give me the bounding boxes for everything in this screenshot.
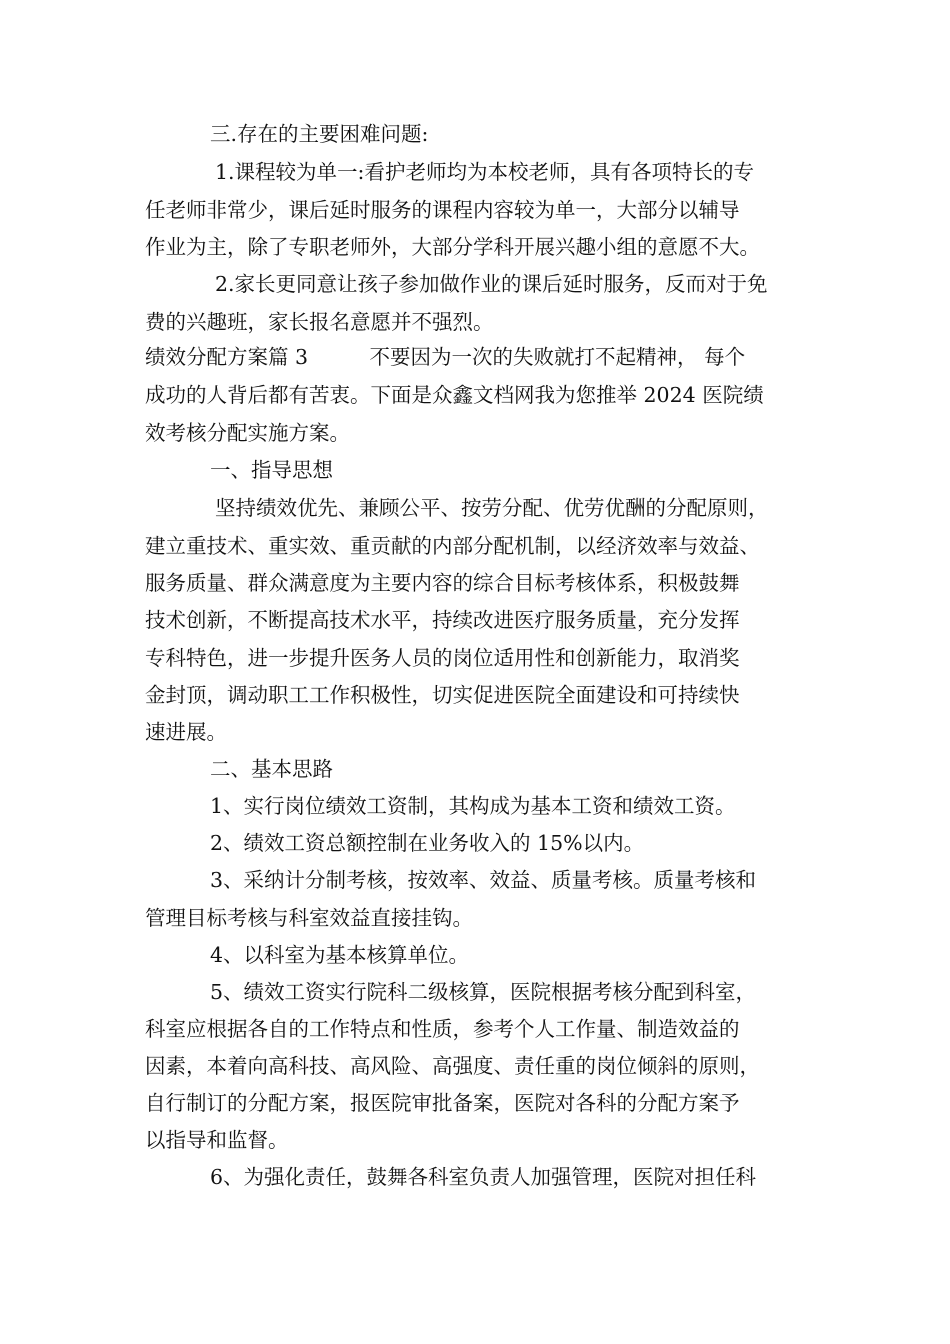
paragraph-line: 1.课程较为单一:看护老师均为本校老师，具有各项特长的专 bbox=[215, 160, 754, 184]
paragraph-line: 作业为主，除了专职老师外，大部分学科开展兴趣小组的意愿不大。 bbox=[145, 235, 760, 259]
paragraph-line: 技术创新，不断提高技术水平，持续改进医疗服务质量，充分发挥 bbox=[145, 608, 740, 632]
section-heading: 一、指导思想 bbox=[210, 458, 333, 482]
paragraph-line: 专科特色，进一步提升医务人员的岗位适用性和创新能力，取消奖 bbox=[145, 646, 740, 670]
paragraph-line: 服务质量、群众满意度为主要内容的综合目标考核体系，积极鼓舞 bbox=[145, 571, 740, 595]
list-item: 3、采纳计分制考核，按效率、效益、质量考核。质量考核和 bbox=[210, 868, 757, 892]
list-item: 1、实行岗位绩效工资制，其构成为基本工资和绩效工资。 bbox=[210, 794, 736, 818]
paragraph-line: 2.家长更同意让孩子参加做作业的课后延时服务，反而对于免 bbox=[215, 272, 768, 296]
paragraph-line: 费的兴趣班，家长报名意愿并不强烈。 bbox=[145, 310, 494, 334]
paragraph-line: 建立重技术、重实效、重贡献的内部分配机制，以经济效率与效益、 bbox=[145, 534, 760, 558]
paragraph-line: 自行制订的分配方案，报医院审批备案，医院对各科的分配方案予 bbox=[145, 1091, 740, 1115]
paragraph-line: 金封顶，调动职工工作积极性，切实促进医院全面建设和可持续快 bbox=[145, 683, 740, 707]
section-heading: 三.存在的主要困难问题: bbox=[210, 122, 429, 146]
list-item: 6、为强化责任，鼓舞各科室负责人加强管理，医院对担任科 bbox=[210, 1165, 757, 1189]
paragraph-line: 任老师非常少，课后延时服务的课程内容较为单一，大部分以辅导 bbox=[145, 198, 740, 222]
paragraph-line: 绩效分配方案篇 3 不要因为一次的失败就打不起精神， 每个 bbox=[145, 345, 746, 369]
paragraph-line: 因素，本着向高科技、高风险、高强度、责任重的岗位倾斜的原则， bbox=[145, 1054, 760, 1078]
list-item: 2、绩效工资总额控制在业务收入的 15%以内。 bbox=[210, 831, 645, 855]
list-item: 5、绩效工资实行院科二级核算，医院根据考核分配到科室， bbox=[210, 980, 757, 1004]
list-item: 4、以科室为基本核算单位。 bbox=[210, 943, 470, 967]
paragraph-line: 科室应根据各自的工作特点和性质，参考个人工作量、制造效益的 bbox=[145, 1017, 740, 1041]
paragraph-line: 效考核分配实施方案。 bbox=[145, 421, 350, 445]
paragraph-line: 速进展。 bbox=[145, 720, 227, 744]
paragraph-line: 坚持绩效优先、兼顾公平、按劳分配、优劳优酬的分配原则， bbox=[215, 496, 769, 520]
paragraph-line: 以指导和监督。 bbox=[145, 1128, 289, 1152]
paragraph-line: 成功的人背后都有苦衷。下面是众鑫文档网我为您推举 2024 医院绩 bbox=[145, 383, 764, 407]
section-heading: 二、基本思路 bbox=[210, 757, 333, 781]
paragraph-line: 管理目标考核与科室效益直接挂钩。 bbox=[145, 906, 473, 930]
